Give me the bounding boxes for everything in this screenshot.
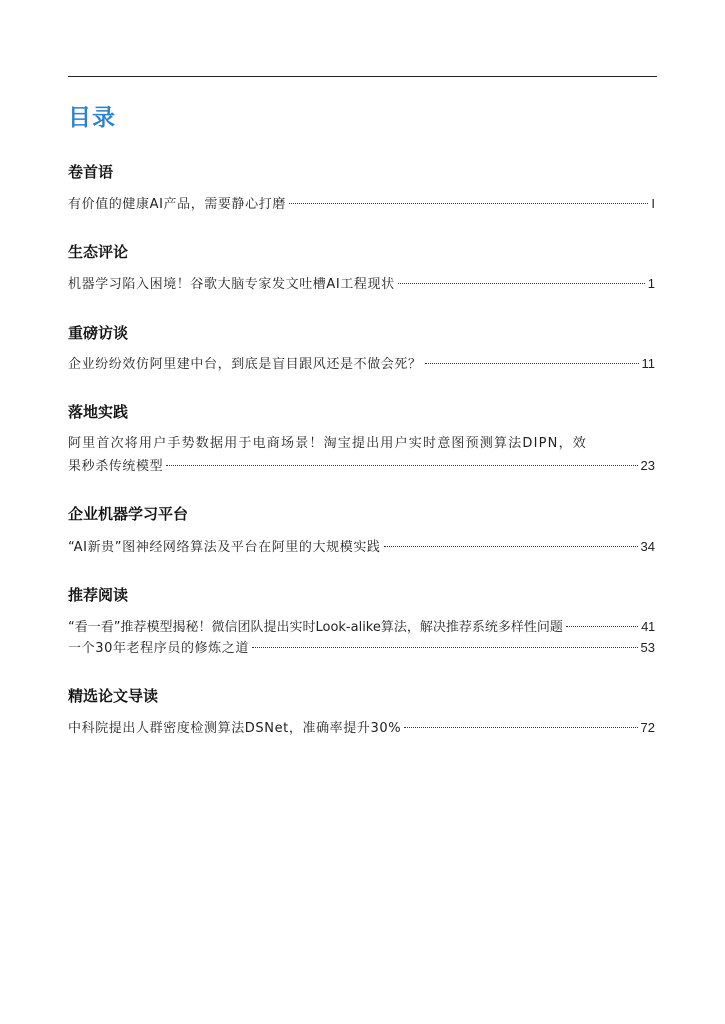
section-heading-interview: 重磅访谈 <box>68 324 129 342</box>
section-heading-preface: 卷首语 <box>68 163 114 181</box>
toc-entry-title: 有价值的健康AI产品，需要静心打磨 <box>68 197 286 212</box>
section-heading-recommended: 推荐阅读 <box>68 586 129 604</box>
toc-entry-title: “看一看”推荐模型揭秘！微信团队提出实时Look-alike算法，解决推荐系统多样性问题 <box>68 620 563 635</box>
toc-entry[interactable] <box>68 536 655 559</box>
toc-entry[interactable] <box>68 433 655 478</box>
dot-leader <box>425 363 639 364</box>
toc-entry-title: 机器学习陷入困境！谷歌大脑专家发文吐槽AI工程现状 <box>68 277 395 292</box>
toc-entry-page: 34 <box>640 539 655 554</box>
toc-entry[interactable] <box>68 616 655 639</box>
section-heading-practice: 落地实践 <box>68 403 129 421</box>
toc-entry-page: 1 <box>647 276 655 291</box>
section-heading-paper-reading: 精选论文导读 <box>68 687 159 705</box>
section-heading-commentary: 生态评论 <box>68 243 129 261</box>
dot-leader <box>566 626 638 627</box>
toc-entry-title: 一个30年老程序员的修炼之道 <box>68 641 249 656</box>
dot-leader <box>398 283 645 284</box>
toc-entry-page: I <box>651 196 655 211</box>
dot-leader <box>384 546 638 547</box>
dot-leader <box>289 203 648 204</box>
toc-entry-page: 53 <box>640 640 655 655</box>
toc-entry-page: 41 <box>641 619 655 634</box>
dot-leader <box>252 647 638 648</box>
toc-entry-title-line1: 阿里首次将用户手势数据用于电商场景！淘宝提出用户实时意图预测算法DIPN，效 <box>68 436 588 451</box>
section-heading-ml-platform: 企业机器学习平台 <box>68 505 189 523</box>
toc-entry-page: 72 <box>640 720 655 735</box>
dot-leader <box>404 727 637 728</box>
toc-entry-title: “AI新贵”图神经网络算法及平台在阿里的大规模实践 <box>68 540 381 555</box>
toc-entry-title-line2: 果秒杀传统模型 <box>68 459 164 474</box>
header-rule <box>68 76 657 77</box>
dot-leader <box>166 465 637 466</box>
toc-entry-page: 23 <box>640 458 655 473</box>
toc-title: 目录 <box>68 105 116 131</box>
toc-entry[interactable] <box>68 193 655 216</box>
toc-entry-title: 企业纷纷效仿阿里建中台，到底是盲目跟风还是不做会死？ <box>68 357 422 372</box>
toc-entry-page: 11 <box>641 356 655 371</box>
toc-entry[interactable] <box>68 273 655 296</box>
toc-entry[interactable] <box>68 717 655 740</box>
toc-entry[interactable] <box>68 353 655 376</box>
toc-entry[interactable] <box>68 637 655 660</box>
toc-entry-title: 中科院提出人群密度检测算法DSNet，准确率提升30% <box>68 721 402 736</box>
